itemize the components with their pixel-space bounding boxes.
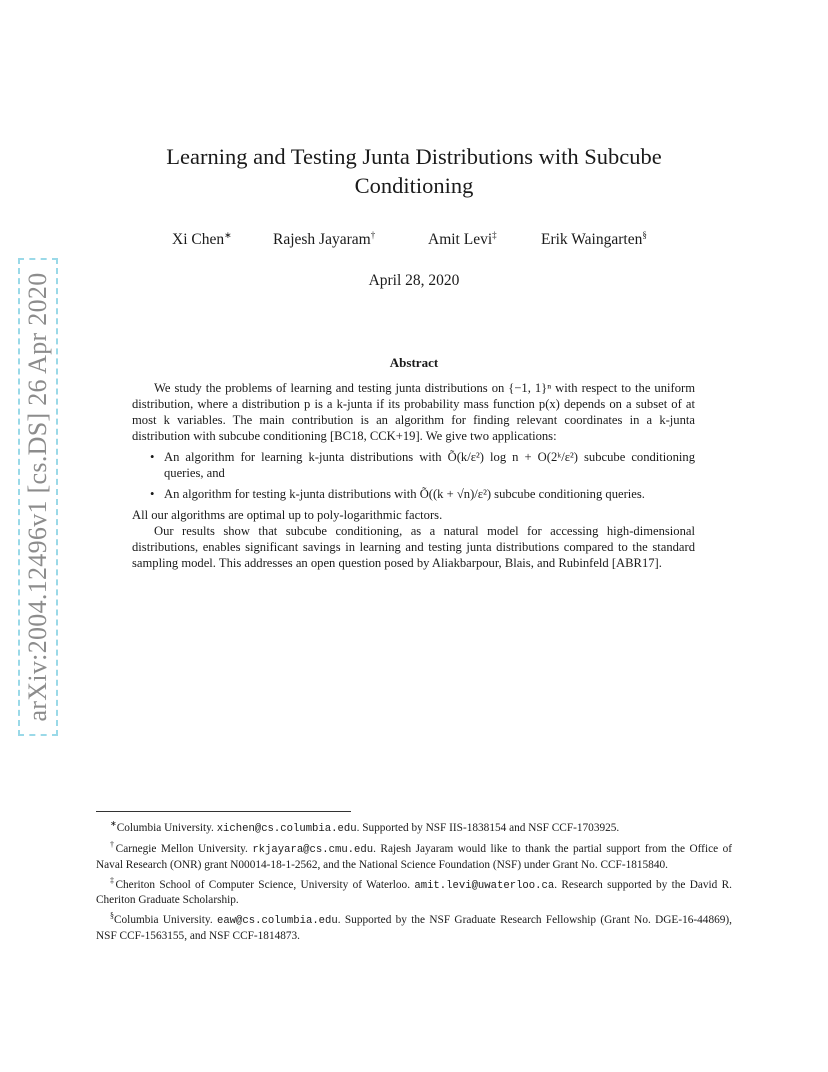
author-1: Xi Chen∗ [172,230,232,249]
author-2: Rajesh Jayaram† [273,230,376,249]
email-link[interactable]: amit.levi@uwaterloo.ca [414,879,555,892]
abstract-body [132,380,695,571]
abstract-heading: Abstract [389,355,439,370]
footnote-3: ‡Cheriton School of Computer Science, University of Waterloo. amit.levi@uwaterloo.ca. Research supported by the David R. Cheriton Graduate Scholarship. [96,875,732,907]
author-list [0,230,828,252]
application-testing: • An algorithm for testing k-junta distributions with Õ((k + √n)/ε²) subcube conditioning queries. [132,486,695,502]
author-3: Amit Levi‡ [428,230,497,249]
application-learning: • An algorithm for learning k-junta distributions with Õ(k/ε²) log n + O(2ᵏ/ε²) subcube conditioning queries, and [132,449,695,481]
abstract-paragraph-3: Our results show that subcube conditioning, as a natural model for accessing high-dimensional distributions, enables significant savings in learning and testing junta distributions compared to the standard sampling model. This addresses an open question posed by Aliakbarpour, Blais, and Rubinfeld [ABR17]. [132,524,695,570]
paper-date: April 28, 2020 [368,272,460,289]
footnote-1: ∗Columbia University. xichen@cs.columbia.edu. Supported by NSF IIS-1838154 and NSF CCF-1703925. [110,819,620,835]
email-link[interactable]: rkjayara@cs.cmu.edu [252,843,374,856]
application-list [132,449,695,502]
arxiv-identifier: arXiv:2004.12496v1 [cs.DS] 26 Apr 2020 [23,272,52,722]
paper-title: Learning and Testing Junta Distributions with Subcube Conditioning [166,144,662,198]
footnote-rule [96,811,351,812]
email-link[interactable]: xichen@cs.columbia.edu [216,822,357,835]
abstract-paragraph-2: All our algorithms are optimal up to poly-logarithmic factors. [132,508,443,522]
footnote-2: †Carnegie Mellon University. rkjayara@cs.cmu.edu. Rajesh Jayaram would like to thank the partial support from the Office of Naval Research (ONR) grant N00014-18-1-2562, and the National Science Foundation (NSF) under Grant No. CCF-1815840. [96,839,733,871]
footnotes [96,816,732,944]
email-link[interactable]: eaw@cs.columbia.edu [216,915,338,928]
footnote-4: §Columbia University. eaw@cs.columbia.edu. Supported by the NSF Graduate Research Fellowship (Grant No. DGE-16-44869), NSF CCF-1563155, and NSF CCF-1814873. [96,911,732,943]
author-4: Erik Waingarten§ [541,230,647,249]
abstract-paragraph-1: We study the problems of learning and testing junta distributions on {−1, 1}ⁿ with respect to the uniform distribution, where a distribution p is a k-junta if its probability mass function p(x) depends on a subset of at most k variables. The main contribution is an algorithm for finding relevant coordinates in a k-junta distribution with subcube conditioning [BC18, CCK+19]. We give two applications: [132,381,695,443]
